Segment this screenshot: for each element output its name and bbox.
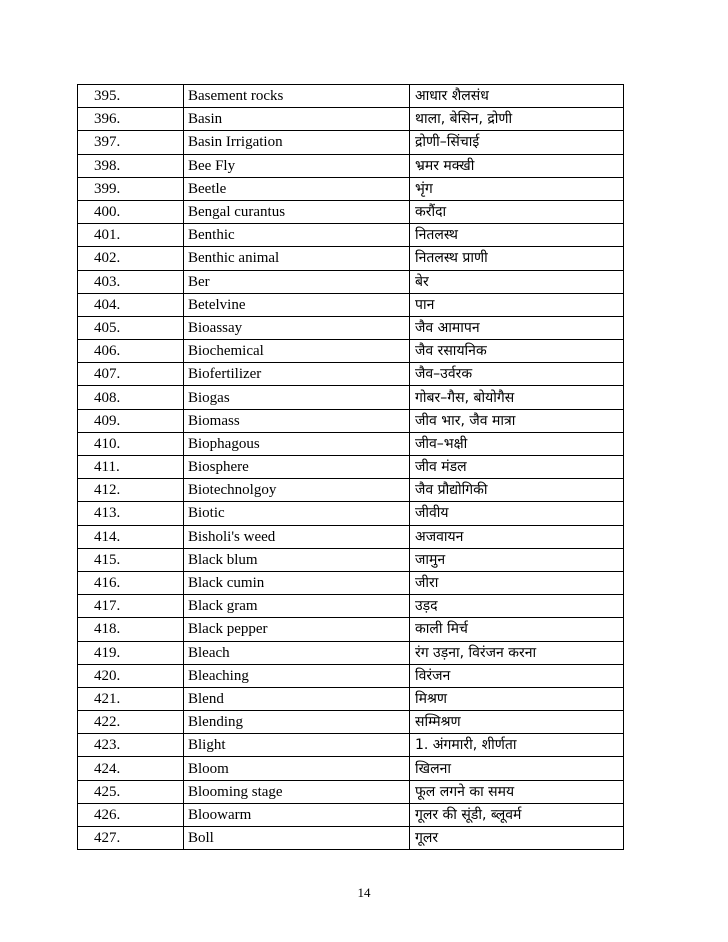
- entry-number: 425.: [78, 780, 184, 803]
- hindi-term: नितलस्थ: [410, 224, 624, 247]
- hindi-term: गूलर: [410, 827, 624, 850]
- table-row: [78, 734, 624, 757]
- table-row: [78, 687, 624, 710]
- entry-number: 398.: [78, 154, 184, 177]
- hindi-term: जैव प्रौद्योगिकी: [410, 479, 624, 502]
- entry-number: 414.: [78, 525, 184, 548]
- hindi-term: अजवायन: [410, 525, 624, 548]
- hindi-term: द्रोणी–सिंचाई: [410, 131, 624, 154]
- entry-number: 405.: [78, 316, 184, 339]
- entry-number: 423.: [78, 734, 184, 757]
- hindi-term: नितलस्थ प्राणी: [410, 247, 624, 270]
- english-term: Ber: [184, 270, 410, 293]
- entry-number: 403.: [78, 270, 184, 293]
- hindi-term: रंग उड़ना, विरंजन करना: [410, 641, 624, 664]
- table-row: [78, 85, 624, 108]
- english-term: Bleach: [184, 641, 410, 664]
- english-term: Bloom: [184, 757, 410, 780]
- entry-number: 419.: [78, 641, 184, 664]
- table-row: [78, 757, 624, 780]
- english-term: Bee Fly: [184, 154, 410, 177]
- english-term: Benthic: [184, 224, 410, 247]
- entry-number: 407.: [78, 363, 184, 386]
- english-term: Biogas: [184, 386, 410, 409]
- english-term: Bisholi's weed: [184, 525, 410, 548]
- entry-number: 396.: [78, 108, 184, 131]
- english-term: Biotechnolgoy: [184, 479, 410, 502]
- entry-number: 406.: [78, 340, 184, 363]
- entry-number: 417.: [78, 595, 184, 618]
- hindi-term: थाला, बेसिन, द्रोणी: [410, 108, 624, 131]
- english-term: Black blum: [184, 548, 410, 571]
- table-row: [78, 456, 624, 479]
- hindi-term: आधार शैलसंध: [410, 85, 624, 108]
- english-term: Blooming stage: [184, 780, 410, 803]
- entry-number: 422.: [78, 711, 184, 734]
- english-term: Biomass: [184, 409, 410, 432]
- english-term: Boll: [184, 827, 410, 850]
- entry-number: 402.: [78, 247, 184, 270]
- hindi-term: उड़द: [410, 595, 624, 618]
- hindi-term: मिश्रण: [410, 687, 624, 710]
- hindi-term: खिलना: [410, 757, 624, 780]
- hindi-term: फूल लगने का समय: [410, 780, 624, 803]
- hindi-term: जैव–उर्वरक: [410, 363, 624, 386]
- hindi-term: जैव आमापन: [410, 316, 624, 339]
- entry-number: 415.: [78, 548, 184, 571]
- table-row: [78, 224, 624, 247]
- table-row: [78, 200, 624, 223]
- english-term: Biofertilizer: [184, 363, 410, 386]
- entry-number: 421.: [78, 687, 184, 710]
- hindi-term: पान: [410, 293, 624, 316]
- hindi-term: विरंजन: [410, 664, 624, 687]
- table-row: [78, 827, 624, 850]
- entry-number: 400.: [78, 200, 184, 223]
- table-row: [78, 618, 624, 641]
- english-term: Black pepper: [184, 618, 410, 641]
- english-term: Blend: [184, 687, 410, 710]
- hindi-term: गोबर–गैस, बोयोगैस: [410, 386, 624, 409]
- glossary-body: [78, 85, 624, 850]
- entry-number: 413.: [78, 502, 184, 525]
- english-term: Bengal curantus: [184, 200, 410, 223]
- table-row: [78, 525, 624, 548]
- table-row: [78, 154, 624, 177]
- table-row: [78, 432, 624, 455]
- table-row: [78, 340, 624, 363]
- hindi-term: जीरा: [410, 571, 624, 594]
- english-term: Biochemical: [184, 340, 410, 363]
- hindi-term: जीव–भक्षी: [410, 432, 624, 455]
- entry-number: 420.: [78, 664, 184, 687]
- entry-number: 426.: [78, 803, 184, 826]
- hindi-term: जीवीय: [410, 502, 624, 525]
- table-row: [78, 711, 624, 734]
- hindi-term: बेर: [410, 270, 624, 293]
- entry-number: 401.: [78, 224, 184, 247]
- entry-number: 408.: [78, 386, 184, 409]
- entry-number: 404.: [78, 293, 184, 316]
- entry-number: 412.: [78, 479, 184, 502]
- hindi-term: भ्रमर मक्खी: [410, 154, 624, 177]
- table-row: [78, 664, 624, 687]
- table-row: [78, 386, 624, 409]
- table-row: [78, 548, 624, 571]
- table-row: [78, 479, 624, 502]
- hindi-term: काली मिर्च: [410, 618, 624, 641]
- english-term: Biosphere: [184, 456, 410, 479]
- table-row: [78, 108, 624, 131]
- entry-number: 397.: [78, 131, 184, 154]
- glossary-table: [77, 84, 624, 850]
- english-term: Basement rocks: [184, 85, 410, 108]
- entry-number: 416.: [78, 571, 184, 594]
- english-term: Basin Irrigation: [184, 131, 410, 154]
- english-term: Blending: [184, 711, 410, 734]
- entry-number: 409.: [78, 409, 184, 432]
- entry-number: 418.: [78, 618, 184, 641]
- table-row: [78, 571, 624, 594]
- entry-number: 399.: [78, 177, 184, 200]
- entry-number: 411.: [78, 456, 184, 479]
- hindi-term: गूलर की सूंडी, ब्लूवर्म: [410, 803, 624, 826]
- table-row: [78, 780, 624, 803]
- table-row: [78, 803, 624, 826]
- english-term: Beetle: [184, 177, 410, 200]
- entry-number: 410.: [78, 432, 184, 455]
- entry-number: 395.: [78, 85, 184, 108]
- english-term: Bioassay: [184, 316, 410, 339]
- english-term: Black gram: [184, 595, 410, 618]
- hindi-term: 1. अंगमारी, शीर्णता: [410, 734, 624, 757]
- table-row: [78, 247, 624, 270]
- hindi-term: करौंदा: [410, 200, 624, 223]
- hindi-term: जामुन: [410, 548, 624, 571]
- hindi-term: सम्मिश्रण: [410, 711, 624, 734]
- english-term: Bloowarm: [184, 803, 410, 826]
- english-term: Biophagous: [184, 432, 410, 455]
- entry-number: 424.: [78, 757, 184, 780]
- table-row: [78, 270, 624, 293]
- table-row: [78, 293, 624, 316]
- table-row: [78, 177, 624, 200]
- english-term: Bleaching: [184, 664, 410, 687]
- english-term: Black cumin: [184, 571, 410, 594]
- table-row: [78, 409, 624, 432]
- hindi-term: जीव मंडल: [410, 456, 624, 479]
- table-row: [78, 131, 624, 154]
- table-row: [78, 502, 624, 525]
- hindi-term: जैव रसायनिक: [410, 340, 624, 363]
- table-row: [78, 641, 624, 664]
- english-term: Biotic: [184, 502, 410, 525]
- table-row: [78, 595, 624, 618]
- page-number: 14: [357, 885, 371, 900]
- hindi-term: भृंग: [410, 177, 624, 200]
- entry-number: 427.: [78, 827, 184, 850]
- english-term: Basin: [184, 108, 410, 131]
- table-row: [78, 363, 624, 386]
- english-term: Benthic animal: [184, 247, 410, 270]
- english-term: Blight: [184, 734, 410, 757]
- table-row: [78, 316, 624, 339]
- english-term: Betelvine: [184, 293, 410, 316]
- hindi-term: जीव भार, जैव मात्रा: [410, 409, 624, 432]
